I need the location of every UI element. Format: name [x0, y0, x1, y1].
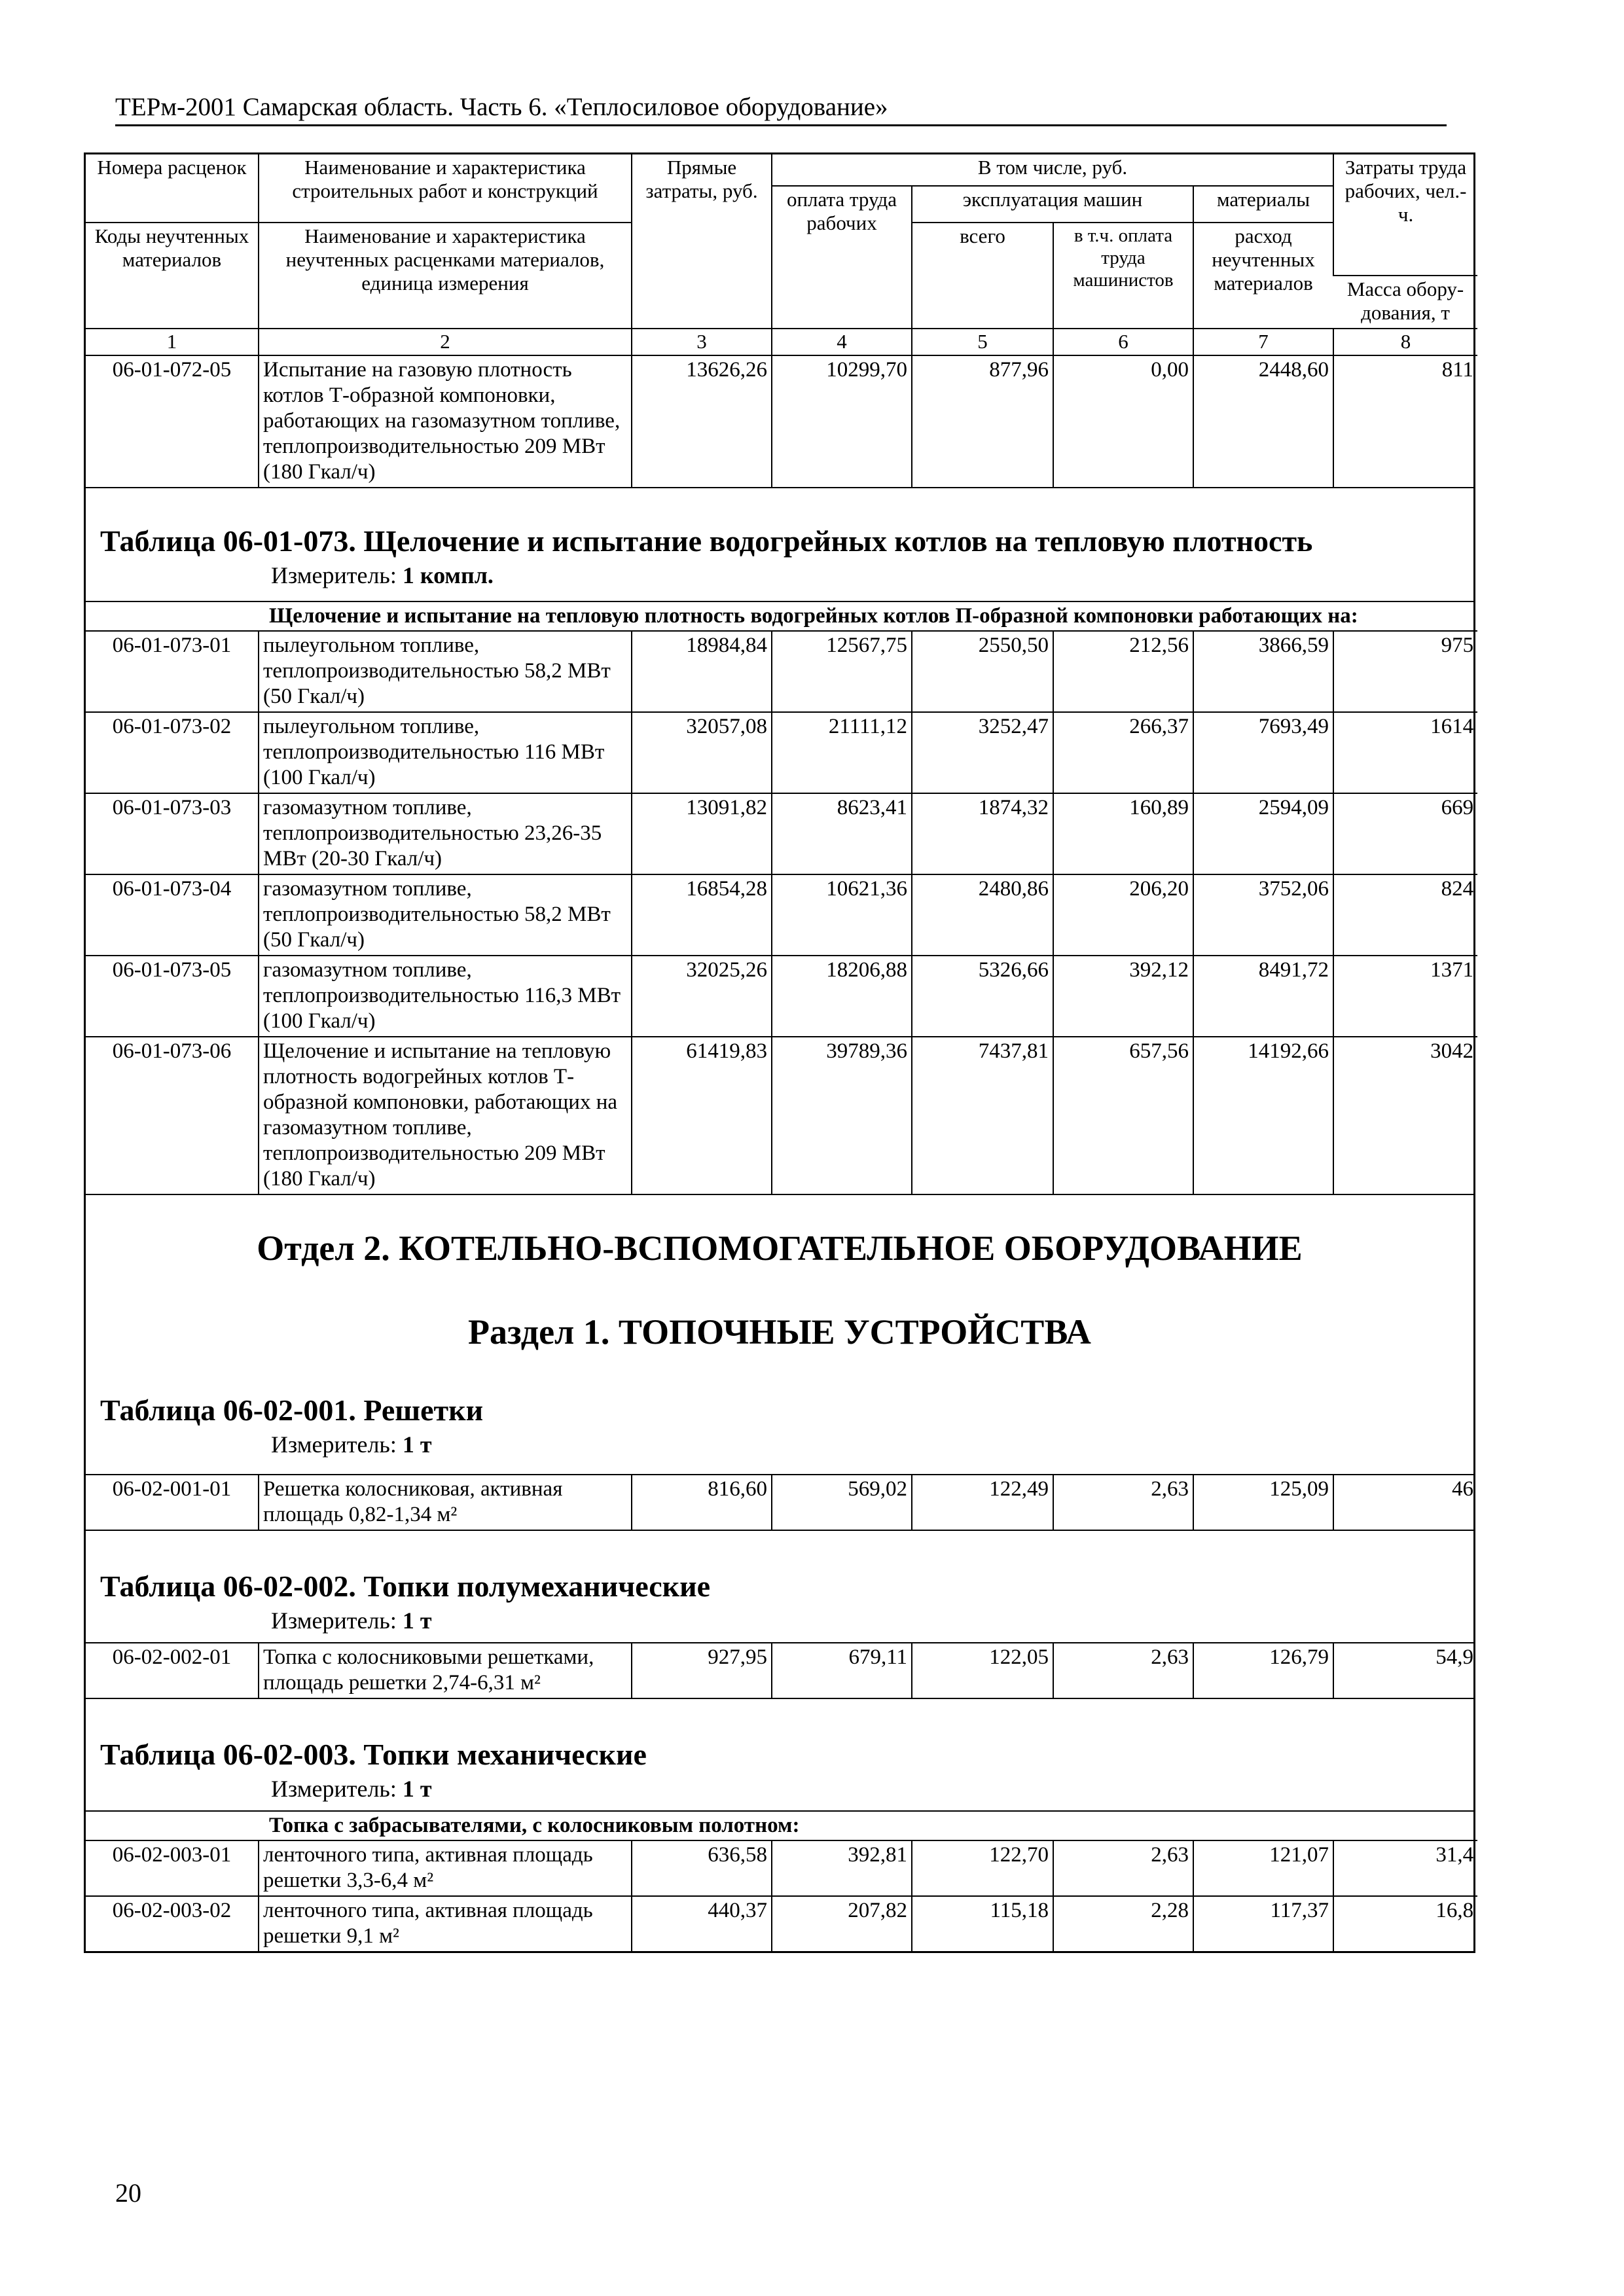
rate-code: 06-01-073-01 [86, 631, 259, 712]
rate-description: ленточного типа, активная площадь решетки 9,1 м² [259, 1896, 632, 1951]
labor-hours: 31,4 [1333, 1840, 1477, 1896]
materials-cost: 117,37 [1193, 1896, 1333, 1951]
rate-description: Решетка колосниковая, активная площадь 0,82-1,34 м² [259, 1475, 632, 1530]
table-row [86, 712, 1477, 793]
labor-pay: 10299,70 [772, 355, 912, 487]
table-measure: Измеритель: 1 т [271, 1607, 432, 1634]
materials-cost: 2594,09 [1193, 793, 1333, 874]
materials-cost: 8491,72 [1193, 956, 1333, 1037]
labor-pay: 39789,36 [772, 1037, 912, 1194]
table-measure: Измеритель: 1 компл. [271, 562, 494, 588]
column-header-table [86, 154, 1477, 487]
machinists-pay: 2,28 [1053, 1896, 1193, 1951]
machines-total: 122,05 [912, 1643, 1053, 1698]
materials-cost: 125,09 [1193, 1475, 1333, 1530]
table-row [86, 874, 1477, 956]
direct-costs: 13091,82 [632, 793, 772, 874]
column-number: 4 [772, 329, 912, 355]
materials-cost: 126,79 [1193, 1643, 1333, 1698]
column-number: 3 [632, 329, 772, 355]
page-number: 20 [115, 2178, 141, 2208]
section-title: Раздел 1. ТОПОЧНЫЕ УСТРОЙСТВА [468, 1312, 1091, 1352]
materials-cost: 2448,60 [1193, 355, 1333, 487]
labor-pay: 392,81 [772, 1840, 912, 1896]
group-description: Щелочение и испытание на тепловую плотность водогрейных котлов П-образной компоновки работающих на: [86, 602, 1477, 631]
rate-code: 06-01-073-06 [86, 1037, 259, 1194]
table-06-02-001 [86, 1475, 1477, 1530]
column-number: 1 [86, 329, 259, 355]
labor-pay: 18206,88 [772, 956, 912, 1037]
rate-description: Топка с колосниковыми решетками, площадь решетки 2,74-6,31 м² [259, 1643, 632, 1698]
table-row [86, 956, 1477, 1037]
materials-cost: 7693,49 [1193, 712, 1333, 793]
rate-code: 06-01-073-04 [86, 874, 259, 956]
header-machinists-pay: в т.ч. оплата труда машинистов [1053, 223, 1193, 329]
table-06-02-003 [86, 1812, 1477, 1951]
table-row [86, 631, 1477, 712]
machines-total: 3252,47 [912, 712, 1053, 793]
header-direct-costs: Прямые затраты, руб. [632, 154, 772, 329]
machines-total: 7437,81 [912, 1037, 1053, 1194]
running-header: ТЕРм-2001 Самарская область. Часть 6. «Теплосиловое оборудование» [115, 92, 1447, 126]
header-unaccounted-materials: расход неучтенных материалов [1193, 223, 1333, 329]
rate-code: 06-02-001-01 [86, 1475, 259, 1530]
machinists-pay: 657,56 [1053, 1037, 1193, 1194]
header-equipment-mass: Масса обору-дования, т [1333, 276, 1477, 329]
column-number: 8 [1333, 329, 1477, 355]
rate-code: 06-01-073-05 [86, 956, 259, 1037]
machinists-pay: 392,12 [1053, 956, 1193, 1037]
machinists-pay: 2,63 [1053, 1643, 1193, 1698]
header-machines-total: всего [912, 223, 1053, 329]
direct-costs: 636,58 [632, 1840, 772, 1896]
table-measure: Измеритель: 1 т [271, 1431, 432, 1458]
machines-total: 877,96 [912, 355, 1053, 487]
labor-hours: 46 [1333, 1475, 1477, 1530]
rate-description: пылеугольном топливе, теплопроизводительностью 116 МВт (100 Гкал/ч) [259, 712, 632, 793]
table-06-01-073 [86, 602, 1477, 1194]
machinists-pay: 160,89 [1053, 793, 1193, 874]
group-description: Топка с забрасывателями, с колосниковым полотном: [86, 1812, 1477, 1840]
division-title: Отдел 2. КОТЕЛЬНО-ВСПОМОГАТЕЛЬНОЕ ОБОРУДОВАНИЕ [257, 1228, 1303, 1268]
labor-pay: 569,02 [772, 1475, 912, 1530]
table-row [86, 793, 1477, 874]
rate-code: 06-01-073-02 [86, 712, 259, 793]
machines-total: 122,49 [912, 1475, 1053, 1530]
rate-code: 06-02-003-01 [86, 1840, 259, 1896]
rate-description: ленточного типа, активная площадь решетки 3,3-6,4 м² [259, 1840, 632, 1896]
table-heading-block [86, 1698, 1473, 1812]
labor-hours: 1371 [1333, 956, 1477, 1037]
table-row [86, 355, 1477, 487]
machinists-pay: 266,37 [1053, 712, 1193, 793]
column-number: 2 [259, 329, 632, 355]
labor-hours: 3042 [1333, 1037, 1477, 1194]
header-machines-group: эксплуатация машин [912, 186, 1193, 223]
materials-cost: 121,07 [1193, 1840, 1333, 1896]
table-row [86, 1840, 1477, 1896]
header-materials-group: материалы [1193, 186, 1333, 223]
labor-hours: 16,8 [1333, 1896, 1477, 1951]
machines-total: 1874,32 [912, 793, 1053, 874]
rate-code: 06-02-003-02 [86, 1896, 259, 1951]
table-row [86, 1643, 1477, 1698]
header-labor-pay: оплата труда рабочих [772, 186, 912, 329]
table-row [86, 1475, 1477, 1530]
direct-costs: 61419,83 [632, 1037, 772, 1194]
table-heading-block [86, 1530, 1473, 1643]
direct-costs: 440,37 [632, 1896, 772, 1951]
direct-costs: 18984,84 [632, 631, 772, 712]
labor-hours: 1614 [1333, 712, 1477, 793]
table-title: Таблица 06-01-073. Щелочение и испытание водогрейных котлов на тепловую плотность [100, 524, 1313, 558]
table-row [86, 1896, 1477, 1951]
table-title: Таблица 06-02-001. Решетки [100, 1393, 484, 1427]
labor-pay: 8623,41 [772, 793, 912, 874]
direct-costs: 13626,26 [632, 355, 772, 487]
rate-description: Испытание на газовую плотность котлов Т-образной компоновки, работающих на газомазутном топливе, теплопроизводительностью 209 МВт (180 Гкал/ч) [259, 355, 632, 487]
table-06-02-002 [86, 1643, 1477, 1698]
machines-total: 2480,86 [912, 874, 1053, 956]
header-material-names: Наименование и характеристика неучтенных расценками материалов, единица измерения [259, 223, 632, 329]
labor-pay: 21111,12 [772, 712, 912, 793]
header-including-group: В том числе, руб. [772, 154, 1333, 186]
labor-hours: 669 [1333, 793, 1477, 874]
direct-costs: 16854,28 [632, 874, 772, 956]
table-measure: Измеритель: 1 т [271, 1775, 432, 1802]
labor-hours: 824 [1333, 874, 1477, 956]
table-heading-block [86, 487, 1473, 602]
materials-cost: 14192,66 [1193, 1037, 1333, 1194]
column-number: 7 [1193, 329, 1333, 355]
machines-total: 122,70 [912, 1840, 1053, 1896]
header-labor-hours: Затраты труда рабочих, чел.-ч. [1333, 154, 1477, 276]
document-frame [84, 152, 1475, 1953]
rate-code: 06-02-002-01 [86, 1643, 259, 1698]
direct-costs: 927,95 [632, 1643, 772, 1698]
labor-pay: 679,11 [772, 1643, 912, 1698]
labor-hours: 975 [1333, 631, 1477, 712]
labor-pay: 10621,36 [772, 874, 912, 956]
rate-description: газомазутном топливе, теплопроизводительностью 116,3 МВт (100 Гкал/ч) [259, 956, 632, 1037]
header-material-codes: Коды неучтенных материалов [86, 223, 259, 329]
column-number: 5 [912, 329, 1053, 355]
labor-pay: 207,82 [772, 1896, 912, 1951]
direct-costs: 816,60 [632, 1475, 772, 1530]
header-rate-numbers: Номера расценок [86, 154, 259, 223]
machinists-pay: 0,00 [1053, 355, 1193, 487]
labor-hours: 811 [1333, 355, 1477, 487]
direct-costs: 32025,26 [632, 956, 772, 1037]
labor-pay: 12567,75 [772, 631, 912, 712]
table-title: Таблица 06-02-002. Топки полумеханические [100, 1569, 711, 1603]
rate-description: газомазутном топливе, теплопроизводительностью 58,2 МВт (50 Гкал/ч) [259, 874, 632, 956]
rate-description: Щелочение и испытание на тепловую плотность водогрейных котлов Т-образной компоновки, работающих на газомазутном топливе, теплопроизводительностью 209 МВт (180 Гкал/ч) [259, 1037, 632, 1194]
machinists-pay: 2,63 [1053, 1840, 1193, 1896]
machines-total: 5326,66 [912, 956, 1053, 1037]
machinists-pay: 212,56 [1053, 631, 1193, 712]
header-work-name: Наименование и характеристика строительных работ и конструкций [259, 154, 632, 223]
labor-hours: 54,9 [1333, 1643, 1477, 1698]
machinists-pay: 206,20 [1053, 874, 1193, 956]
materials-cost: 3866,59 [1193, 631, 1333, 712]
materials-cost: 3752,06 [1193, 874, 1333, 956]
rate-code: 06-01-072-05 [86, 355, 259, 487]
column-number: 6 [1053, 329, 1193, 355]
machines-total: 2550,50 [912, 631, 1053, 712]
machinists-pay: 2,63 [1053, 1475, 1193, 1530]
table-title: Таблица 06-02-003. Топки механические [100, 1737, 647, 1771]
rate-description: газомазутном топливе, теплопроизводительностью 23,26-35 МВт (20-30 Гкал/ч) [259, 793, 632, 874]
machines-total: 115,18 [912, 1896, 1053, 1951]
direct-costs: 32057,08 [632, 712, 772, 793]
division-heading-block [86, 1194, 1473, 1475]
table-row [86, 1037, 1477, 1194]
rate-code: 06-01-073-03 [86, 793, 259, 874]
rate-description: пылеугольном топливе, теплопроизводительностью 58,2 МВт (50 Гкал/ч) [259, 631, 632, 712]
